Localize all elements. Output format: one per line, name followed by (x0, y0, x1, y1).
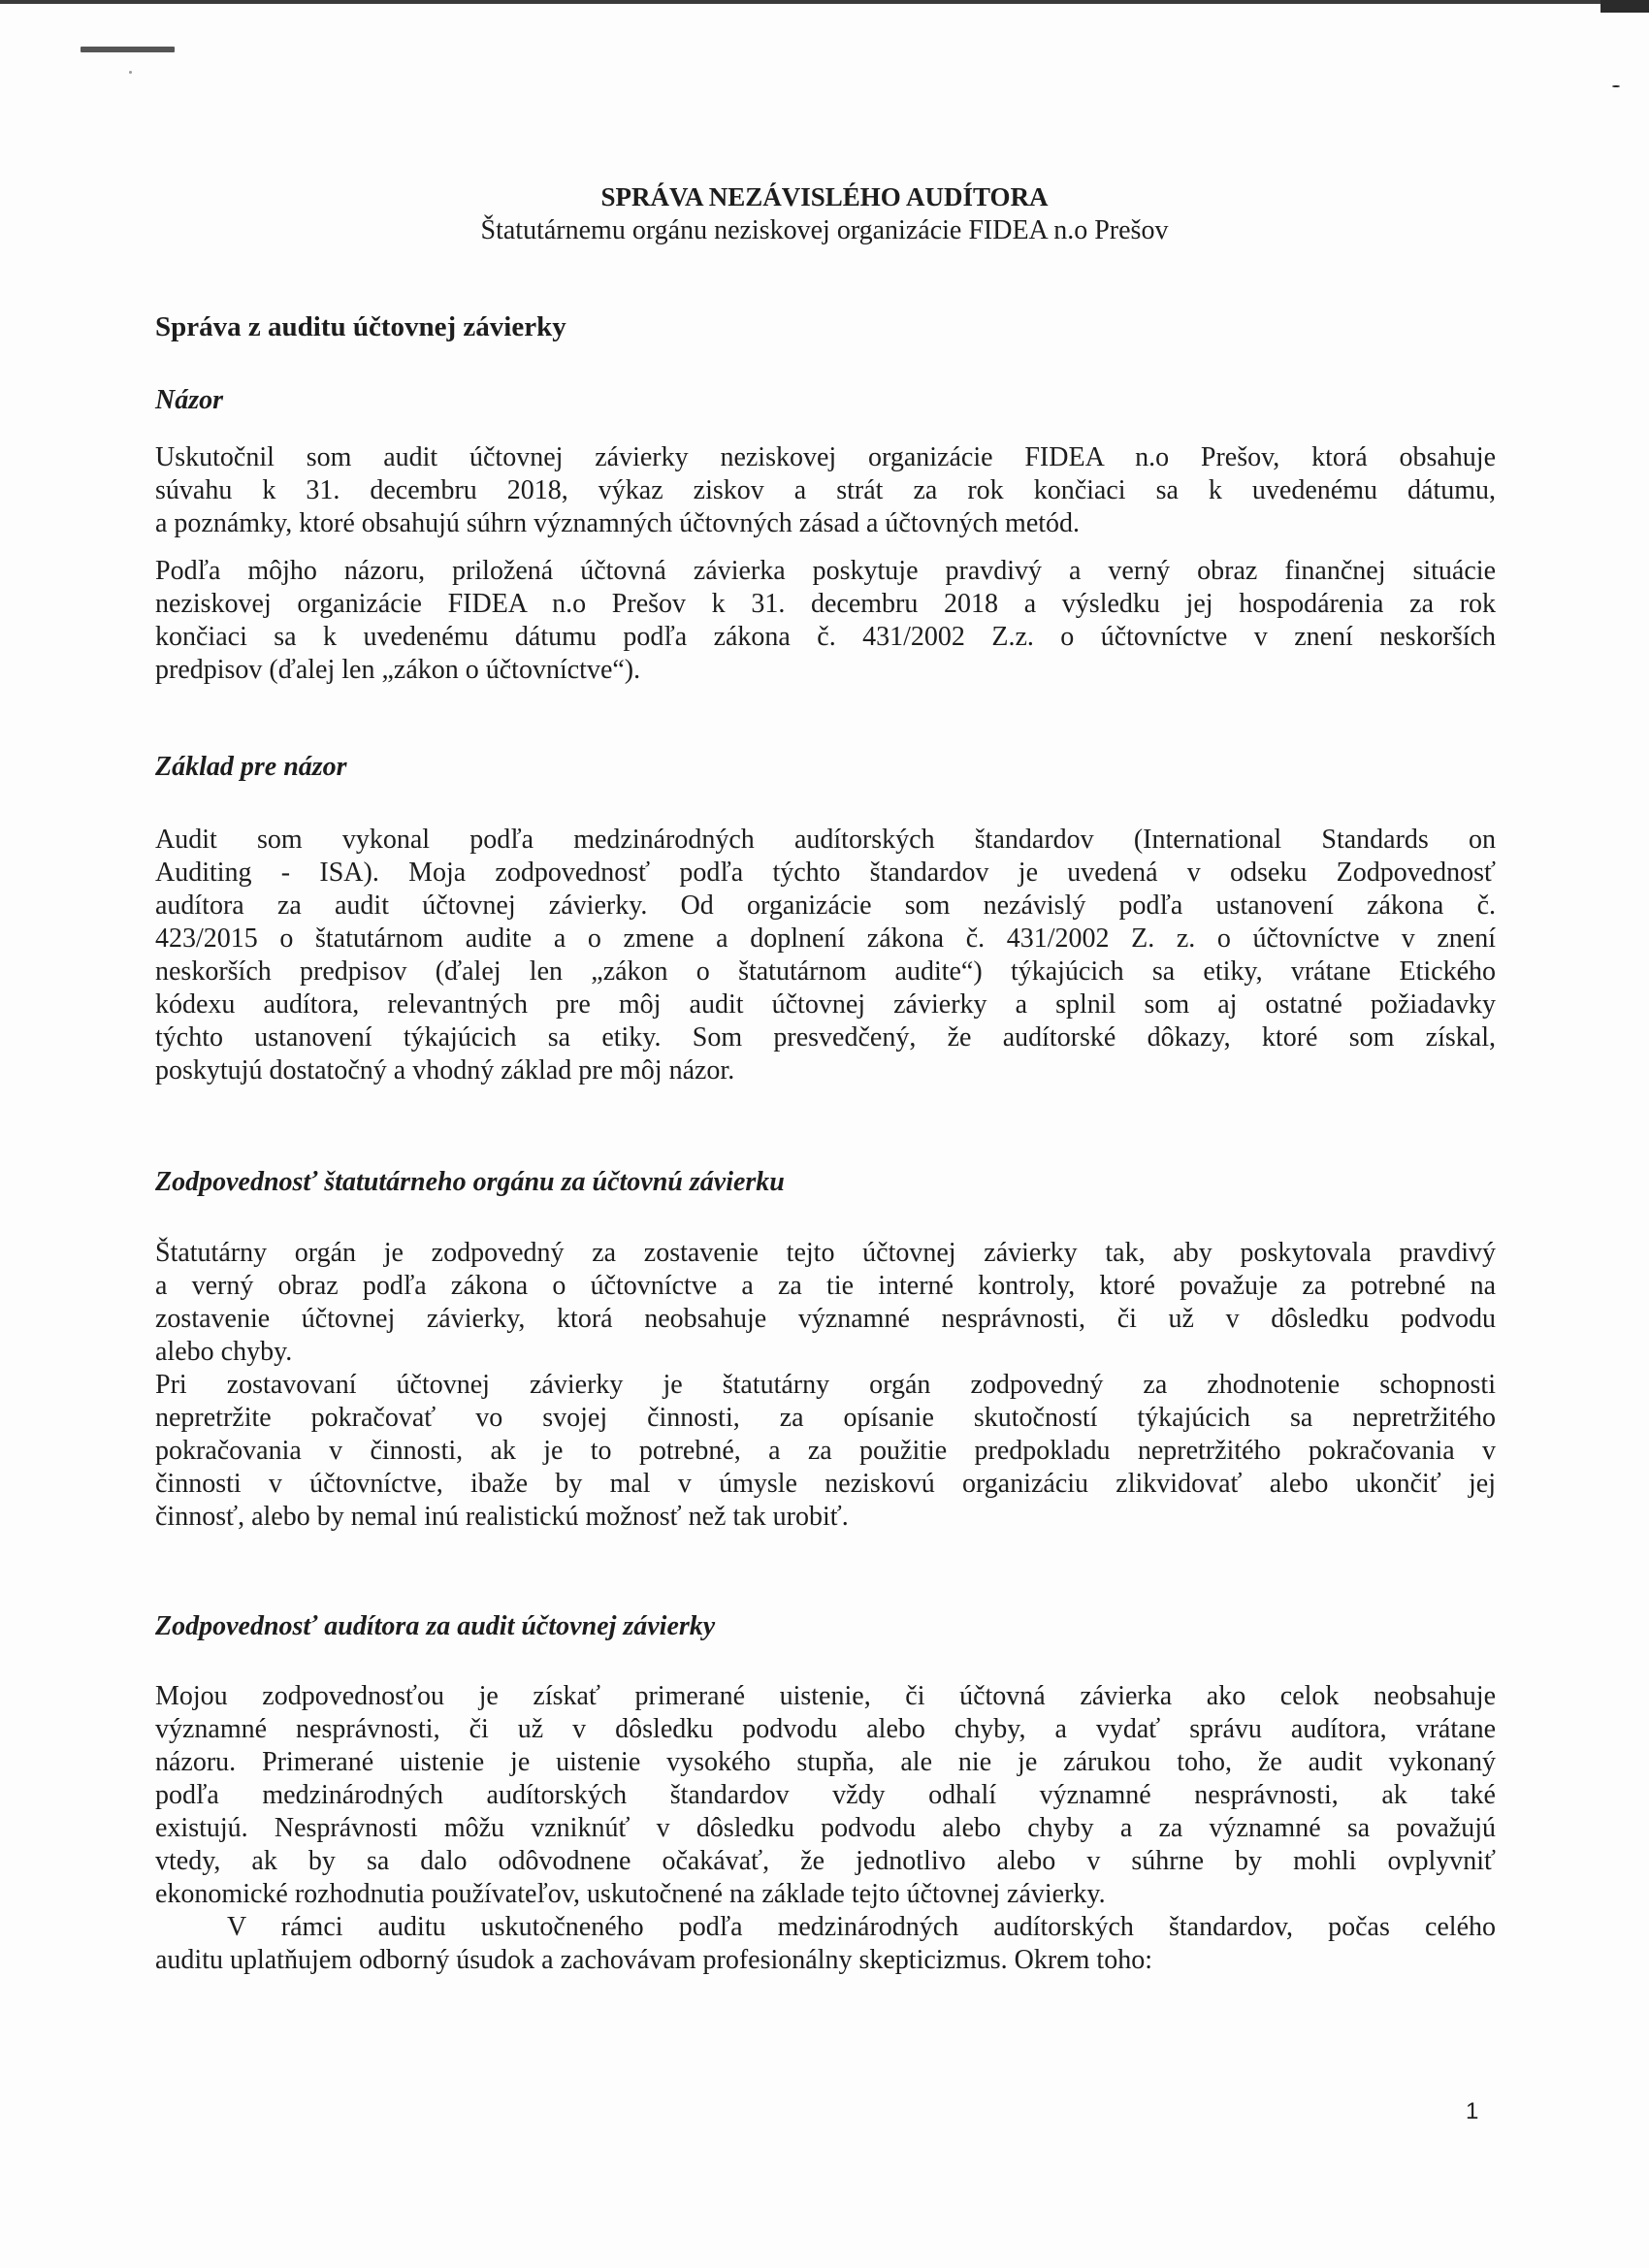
paragraph-line: predpisov (ďalej len „zákon o účtovníctve“). (155, 655, 641, 685)
scan-corner-shadow (1600, 0, 1649, 13)
paragraph-line: podľa medzinárodných audítorských štandardov vždy odhalí významné nesprávnosti, ak také (155, 1780, 1496, 1810)
section-heading: Správa z auditu účtovnej závierky (155, 311, 566, 342)
paragraph-line: V rámci auditu uskutočneného podľa medzinárodných audítorských štandardov, počas celého (227, 1912, 1496, 1942)
paragraph-line: Auditing - ISA). Moja zodpovednosť podľa týchto štandardov je uvedená v odseku Zodpovednosť (155, 858, 1496, 888)
document-title: SPRÁVA NEZÁVISLÉHO AUDÍTORA (600, 182, 1049, 211)
paragraph-line: audítora za audit účtovnej závierky. Od organizácie som nezávislý podľa ustanovení zákona č. (155, 891, 1496, 921)
scan-speck (129, 71, 132, 74)
paragraph-line: zostavenie účtovnej závierky, ktorá neobsahuje významné nesprávnosti, či už v dôsledku podvodu (155, 1304, 1496, 1334)
paragraph-line: Podľa môjho názoru, priložená účtovná závierka poskytuje pravdivý a verný obraz finančnej situácie (155, 556, 1496, 586)
heading-management-responsibility: Zodpovednosť štatutárneho orgánu za účtovnú závierku (155, 1167, 785, 1197)
paragraph-line: auditu uplatňujem odborný úsudok a zachovávam profesionálny skepticizmus. Okrem toho: (155, 1945, 1152, 1975)
paragraph-line: ekonomické rozhodnutia používateľov, uskutočnené na základe tejto účtovnej závierky. (155, 1879, 1106, 1909)
paragraph-line: vtedy, ak by sa dalo odôvodnene očakávať, že jednotlivo alebo v súhrne by mohli ovplyvniť (155, 1846, 1496, 1876)
paragraph-line: názoru. Primerané uistenie je uistenie vysokého stupňa, ale nie je zárukou toho, že audit vykonaný (155, 1747, 1496, 1777)
paragraph-line: poskytujú dostatočný a vhodný základ pre môj názor. (155, 1055, 735, 1085)
scan-speck (1612, 85, 1620, 87)
paragraph-line: Audit som vykonal podľa medzinárodných audítorských štandardov (International Standards on (155, 825, 1496, 855)
paragraph-line: Mojou zodpovednosťou je získať primerané uistenie, či účtovná závierka ako celok neobsahuje (155, 1681, 1496, 1711)
heading-auditor-responsibility: Zodpovednosť audítora za audit účtovnej závierky (155, 1611, 716, 1641)
paragraph-line: existujú. Nesprávnosti môžu vzniknúť v dôsledku podvodu alebo chyby a za významné sa považujú (155, 1813, 1496, 1843)
document-subtitle: Štatutárnemu orgánu neziskovej organizácie FIDEA n.o Prešov (480, 215, 1169, 245)
scan-edge-shadow (0, 0, 1649, 4)
paragraph-line: nepretržite pokračovať vo svojej činnosti, za opísanie skutočností týkajúcich sa nepretržitého (155, 1403, 1496, 1433)
paragraph-line: 423/2015 o štatutárnom audite a o zmene a doplnení zákona č. 431/2002 Z. z. o účtovníctve v znení (155, 923, 1496, 954)
paragraph-line: pokračovania v činnosti, ak je to potrebné, a za použitie predpokladu nepretržitého pokračovania v (155, 1436, 1496, 1466)
page-number: 1 (1466, 2098, 1479, 2124)
paragraph-line: významné nesprávnosti, či už v dôsledku podvodu alebo chyby, a vydať správu audítora, vrátane (155, 1714, 1496, 1744)
paragraph-line: Štatutárny orgán je zodpovedný za zostavenie tejto účtovnej závierky tak, aby poskytovala pravdivý (155, 1238, 1496, 1268)
paragraph-line: končiaci sa k uvedenému dátumu podľa zákona č. 431/2002 Z.z. o účtovníctve v znení neskorších (155, 622, 1496, 652)
paragraph-line: neskorších predpisov (ďalej len „zákon o štatutárnom audite“) týkajúcich sa etiky, vrátane Etického (155, 956, 1496, 987)
paragraph-line: a poznámky, ktoré obsahujú súhrn významných účtovných zásad a účtovných metód. (155, 508, 1081, 538)
paragraph-line: alebo chyby. (155, 1337, 293, 1367)
paragraph-line: činnosti v účtovníctve, ibaže by mal v úmysle neziskovú organizáciu zlikvidovať alebo ukončiť jej (155, 1469, 1496, 1499)
scan-mark (81, 47, 175, 52)
paragraph-line: súvahu k 31. decembru 2018, výkaz ziskov a strát za rok končiaci sa k uvedenému dátumu, (155, 475, 1496, 505)
paragraph-line: neziskovej organizácie FIDEA n.o Prešov k 31. decembru 2018 a výsledku jej hospodárenia za rok (155, 589, 1496, 619)
paragraph-line: a verný obraz podľa zákona o účtovníctve a za tie interné kontroly, ktoré považuje za potrebné na (155, 1271, 1496, 1301)
paragraph-line: činnosť, alebo by nemal inú realistickú možnosť než tak urobiť. (155, 1502, 849, 1532)
paragraph-line: Uskutočnil som audit účtovnej závierky neziskovej organizácie FIDEA n.o Prešov, ktorá obsahuje (155, 442, 1496, 472)
paragraph-line: kódexu audítora, relevantných pre môj audit účtovnej závierky a splnil som aj ostatné požiadavky (155, 989, 1496, 1020)
paragraph-line: týchto ustanovení týkajúcich sa etiky. Som presvedčený, že audítorské dôkazy, ktoré som získal, (155, 1022, 1496, 1053)
heading-opinion: Názor (155, 385, 224, 415)
heading-basis-for-opinion: Základ pre názor (155, 752, 347, 782)
paragraph-line: Pri zostavovaní účtovnej závierky je štatutárny orgán zodpovedný za zhodnotenie schopnosti (155, 1370, 1496, 1400)
